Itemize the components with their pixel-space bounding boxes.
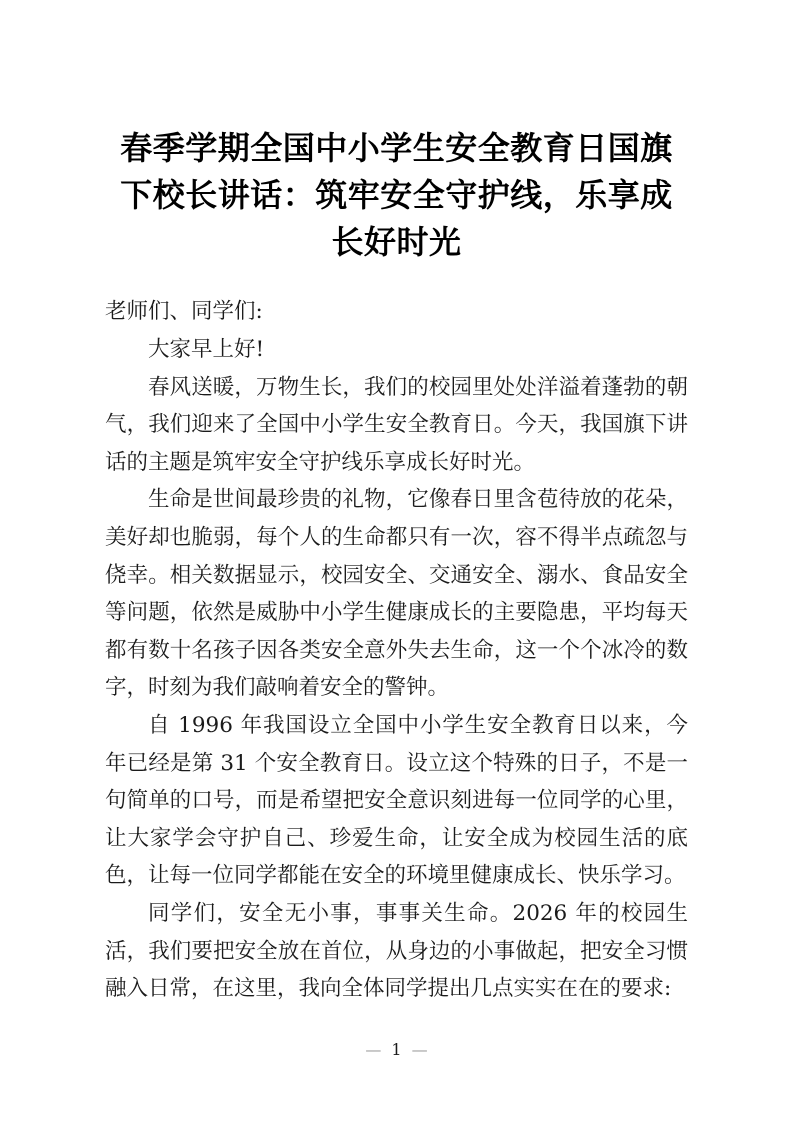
paragraph-requirements-lead-in: 同学们，安全无小事，事事关生命。2026 年的校园生活，我们要把安全放在首位，从身边的小事做起，把安全习惯融入日常，在这里，我向全体同学提出几点实实在在的要求: <box>105 900 688 1002</box>
page-number: 1 <box>391 1040 402 1059</box>
document-body <box>105 293 688 1007</box>
paragraph-life-value: 生命是世间最珍贵的礼物，它像春日里含苞待放的花朵，美好却也脆弱，每个人的生命都只有一次，容不得半点疏忽与侥幸。相关数据显示，校园安全、交通安全、溺水、食品安全等问题，依然是威胁中小学生健康成长的主要隐患，平均每天都有数十名孩子因各类安全意外失去生命，这一个个冰冷的数字，时刻为我们敲响着安全的警钟。 <box>105 487 688 701</box>
greeting-line: 大家早上好! <box>148 337 265 363</box>
footer-left-dash: — <box>365 1040 382 1059</box>
page-footer <box>0 1040 793 1060</box>
salutation-line: 老师们、同学们: <box>105 299 263 325</box>
paragraph-education-day-history: 自 1996 年我国设立全国中小学生安全教育日以来，今年已经是第 31 个安全教育日。设立这个特殊的日子，不是一句简单的口号，而是希望把安全意识刻进每一位同学的心里，让大家学会守护自己、珍爱生命，让安全成为校园生活的底色，让每一位同学都能在安全的环境里健康成长、快乐学习。 <box>105 712 688 889</box>
paragraph-intro: 春风送暖，万物生长，我们的校园里处处洋溢着蓬勃的朝气，我们迎来了全国中小学生安全教育日。今天，我国旗下讲话的主题是筑牢安全守护线乐享成长好时光。 <box>105 374 688 475</box>
document-title: 春季学期全国中小学生安全教育日国旗下校长讲话：筑牢安全守护线，乐享成长好时光 <box>120 129 673 262</box>
footer-right-dash: — <box>411 1040 428 1059</box>
